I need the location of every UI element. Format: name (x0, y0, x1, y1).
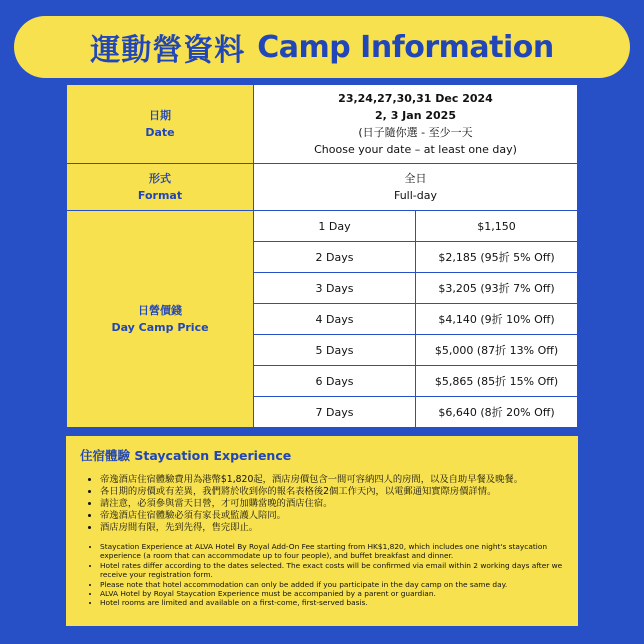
date-label-zh: 日期 (149, 109, 171, 122)
price-amount-cell: $5,000 (87折 13% Off) (416, 335, 578, 366)
price-days-cell: 7 Days (254, 397, 416, 428)
date-row (67, 85, 578, 164)
staycation-item-zh: • 帝逸酒店住宿體驗費用為港幣$1,820起，酒店房價包含一間可容納四人的房間，以及自助早餐及晚餐。 (100, 474, 564, 486)
date-line-3: (日子隨你選 - 至少一天 (358, 126, 473, 139)
price-amount-cell: $1,150 (416, 211, 578, 242)
date-line-1: 23,24,27,30,31 Dec 2024 (338, 92, 493, 105)
date-label-cell (67, 85, 254, 164)
price-amount-cell: $4,140 (9折 10% Off) (416, 304, 578, 335)
title-banner (14, 16, 630, 78)
staycation-item-en: • Staycation Experience at ALVA Hotel By Royal Add-On Fee starting from HK$1,820, which includes one night's staycation experience (a room that can accommodate up to four people), and buffet breakfast and dinner. (100, 542, 564, 561)
date-line-4: Choose your date – at least one day) (314, 143, 517, 156)
staycation-list-zh (80, 474, 564, 534)
format-label-en: Format (137, 189, 183, 202)
staycation-box (66, 436, 578, 626)
price-label-cell (67, 211, 254, 428)
staycation-item-en: • Hotel rates differ according to the dates selected. The exact costs will be confirmed via email within 2 working days after we receive your registration form. (100, 561, 564, 580)
staycation-item-en: • Hotel rooms are limited and available on a first-come, first-served basis. (100, 598, 564, 607)
format-label-cell (67, 164, 254, 211)
price-amount-cell: $3,205 (93折 7% Off) (416, 273, 578, 304)
staycation-item-zh: • 酒店房間有限，先到先得，售完即止。 (100, 522, 564, 534)
staycation-item-zh: • 帝逸酒店住宿體驗必須有家長或監護人陪同。 (100, 510, 564, 522)
price-days-cell: 1 Day (254, 211, 416, 242)
format-value-cell (254, 164, 578, 211)
staycation-item-en: • Please note that hotel accommodation can only be added if you participate in the day camp on the same day. (100, 580, 564, 589)
page-title-zh: 運動營資料 (90, 33, 246, 68)
format-value-en: Full-day (393, 189, 437, 202)
price-row (67, 211, 578, 242)
staycation-list-en (80, 542, 564, 608)
date-line-2: 2, 3 Jan 2025 (375, 109, 456, 122)
price-days-cell: 5 Days (254, 335, 416, 366)
price-days-cell: 4 Days (254, 304, 416, 335)
staycation-item-zh: • 請注意，必須參與當天日營，才可加購當晚的酒店住宿。 (100, 498, 564, 510)
price-days-cell: 3 Days (254, 273, 416, 304)
date-value-cell (254, 85, 578, 164)
date-label-en: Date (145, 126, 175, 139)
price-days-cell: 6 Days (254, 366, 416, 397)
staycation-title: 住宿體驗 Staycation Experience (80, 448, 292, 463)
format-row (67, 164, 578, 211)
camp-info-table (66, 84, 578, 428)
staycation-item-en: • ALVA Hotel by Royal Staycation Experience must be accompanied by a parent or guardian. (100, 589, 564, 598)
price-amount-cell: $6,640 (8折 20% Off) (416, 397, 578, 428)
price-label-zh: 日營價錢 (138, 304, 182, 317)
format-value-zh: 全日 (404, 172, 427, 185)
price-amount-cell: $2,185 (95折 5% Off) (416, 242, 578, 273)
price-label-en: Day Camp Price (111, 321, 209, 334)
page-title-en: Camp Information (257, 29, 554, 65)
format-label-zh: 形式 (149, 172, 171, 185)
staycation-item-zh: • 各日期的房價或有差異，我們將於收到你的報名表格後2個工作天內，以電郵通知實際房價詳情。 (100, 486, 564, 498)
price-amount-cell: $5,865 (85折 15% Off) (416, 366, 578, 397)
price-days-cell: 2 Days (254, 242, 416, 273)
